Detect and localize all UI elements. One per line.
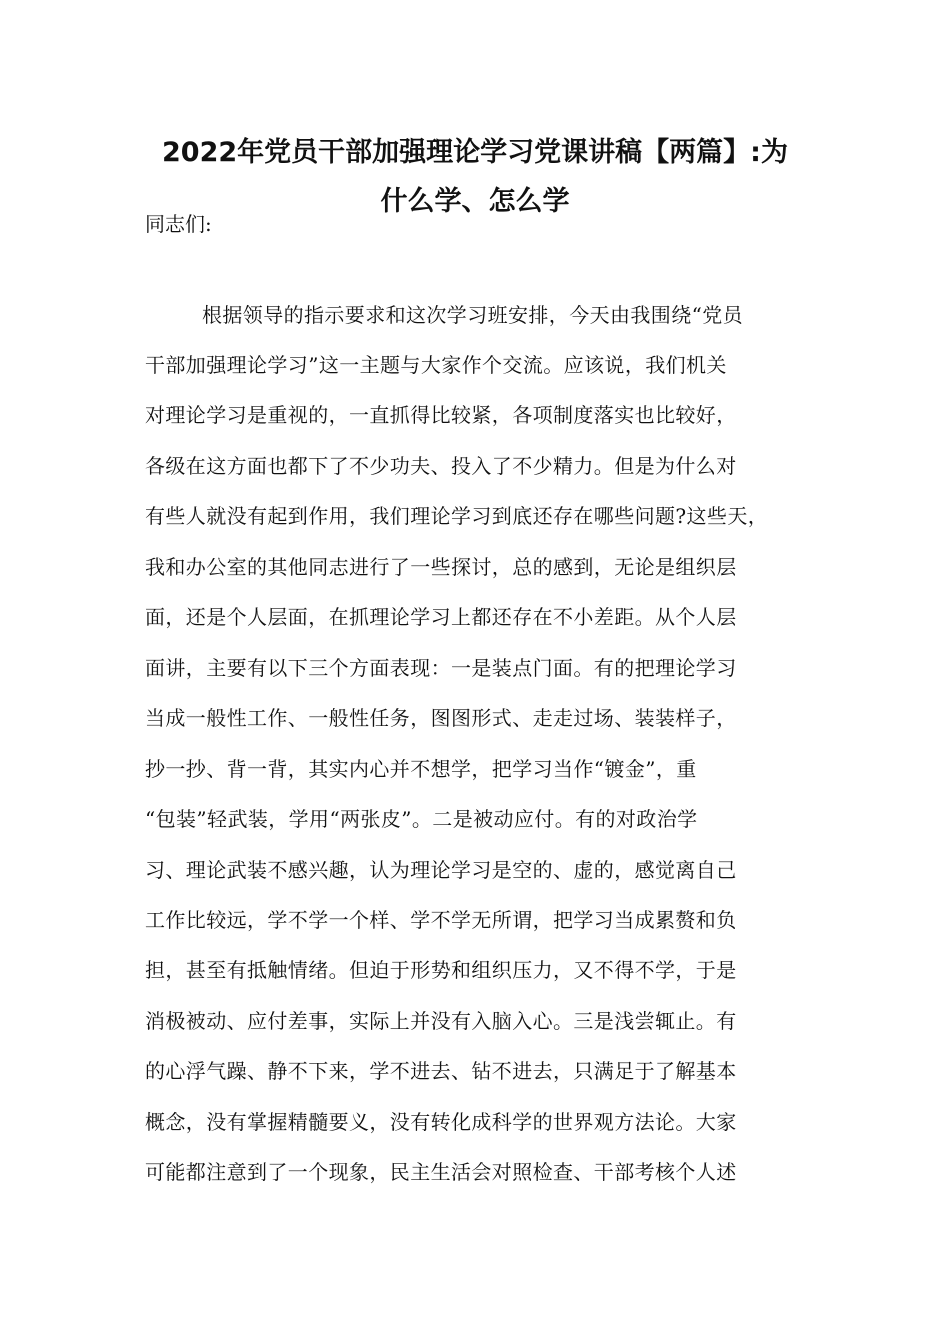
- body-line: 各级在这方面也都下了不少功夫、投入了不少精力。但是为什么对: [145, 454, 737, 478]
- body-line: 我和办公室的其他同志进行了一些探讨，总的感到，无论是组织层: [145, 555, 737, 579]
- document-title-line-2: 什么学、怎么学: [380, 186, 570, 217]
- body-line: 抄一抄、背一背，其实内心并不想学，把学习当作“镀金”，重: [145, 757, 697, 781]
- body-line: 有些人就没有起到作用，我们理论学习到底还存在哪些问题?这些天，: [145, 504, 769, 528]
- body-line: 干部加强理论学习”这一主题与大家作个交流。应该说，我们机关: [145, 353, 727, 377]
- body-line: 面讲，主要有以下三个方面表现：一是装点门面。有的把理论学习: [145, 656, 737, 680]
- body-line: 概念，没有掌握精髓要义，没有转化成科学的世界观方法论。大家: [145, 1110, 737, 1134]
- greeting: 同志们:: [145, 212, 212, 236]
- body-line: 担，甚至有抵触情绪。但迫于形势和组织压力，又不得不学，于是: [145, 958, 737, 982]
- body-line: 消极被动、应付差事，实际上并没有入脑入心。三是浅尝辄止。有: [145, 1009, 737, 1033]
- body-line: 工作比较远，学不学一个样、学不学无所谓，把学习当成累赘和负: [145, 908, 737, 932]
- body-line: 当成一般性工作、一般性任务，图图形式、走走过场、装装样子，: [145, 706, 737, 730]
- body-line: 根据领导的指示要求和这次学习班安排，今天由我围绕“党员: [202, 303, 744, 327]
- body-line: 可能都注意到了一个现象，民主生活会对照检查、干部考核个人述: [145, 1160, 737, 1184]
- body-line: 对理论学习是重视的，一直抓得比较紧，各项制度落实也比较好，: [145, 403, 737, 427]
- body-line: 的心浮气躁、静不下来，学不进去、钻不进去，只满足于了解基本: [145, 1059, 737, 1083]
- body-line: 面，还是个人层面，在抓理论学习上都还存在不小差距。从个人层: [145, 605, 737, 629]
- body-line: 习、理论武装不感兴趣，认为理论学习是空的、虚的，感觉离自己: [145, 858, 737, 882]
- body-line: “包装”轻武装，学用“两张皮”。二是被动应付。有的对政治学: [145, 807, 698, 831]
- document-title-line-1: 2022年党员干部加强理论学习党课讲稿【两篇】:为: [162, 137, 788, 168]
